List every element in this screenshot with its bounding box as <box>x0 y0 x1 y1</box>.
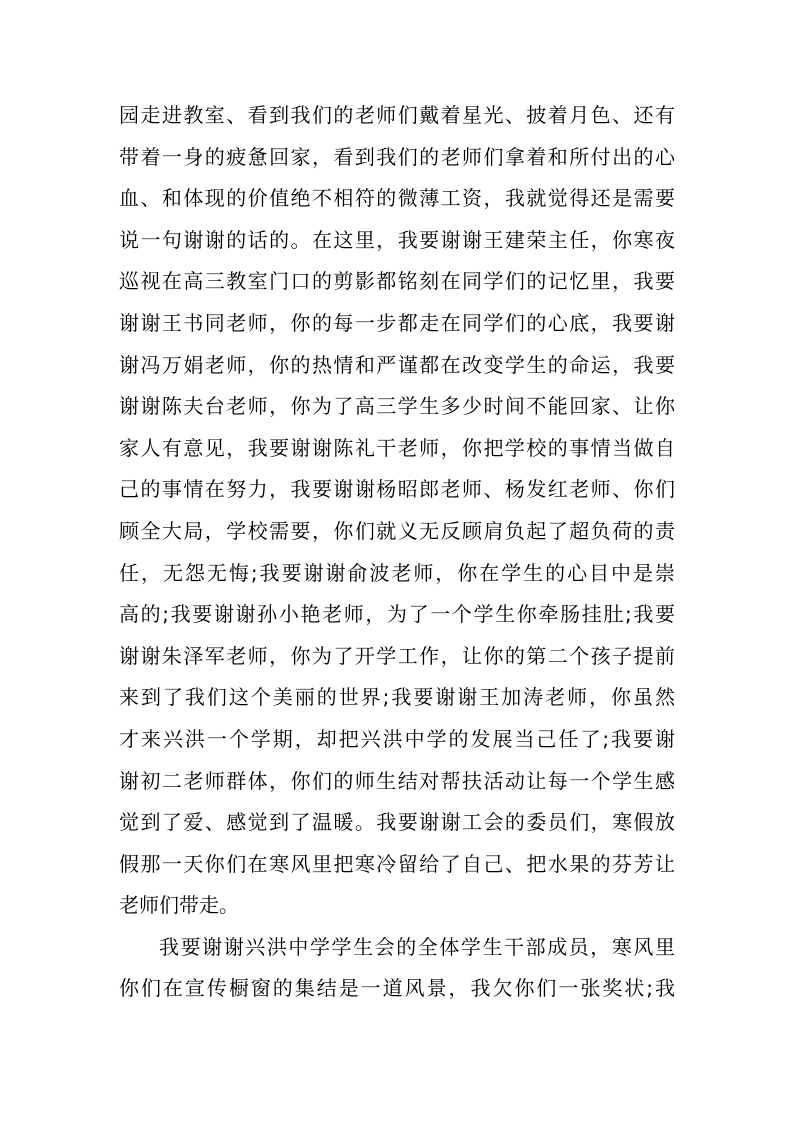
text-line: 家人有意见，我要谢谢陈礼干老师，你把学校的事情当做自 <box>119 435 675 460</box>
text-line: 说一句谢谢的话的。在这里，我要谢谢王建荣主任，你寒夜 <box>119 227 675 252</box>
text-line: 谢谢朱泽军老师，你为了开学工作，让你的第二个孩子提前 <box>119 643 675 668</box>
text-line: 谢谢王书同老师，你的每一步都走在同学们的心底，我要谢 <box>119 310 675 335</box>
body-text <box>119 95 675 1010</box>
text-line: 你们在宣传橱窗的集结是一道风景，我欠你们一张奖状;我 <box>119 976 675 1001</box>
text-line: 谢初二老师群体，你们的师生结对帮扶活动让每一个学生感 <box>119 768 675 793</box>
text-line: 己的事情在努力，我要谢谢杨昭郎老师、杨发红老师、你们 <box>119 477 675 502</box>
text-line: 园走进教室、看到我们的老师们戴着星光、披着月色、还有 <box>119 103 675 127</box>
text-line: 高的;我要谢谢孙小艳老师，为了一个学生你牵肠挂肚;我要 <box>119 602 675 627</box>
text-line: 巡视在高三教室门口的剪影都铭刻在同学们的记忆里，我要 <box>119 269 675 294</box>
text-line: 血、和体现的价值绝不相符的微薄工资，我就觉得还是需要 <box>119 186 675 211</box>
text-line: 我要谢谢兴洪中学学生会的全体学生干部成员，寒风里 <box>159 934 675 959</box>
text-line: 带着一身的疲惫回家，看到我们的老师们拿着和所付出的心 <box>119 144 675 169</box>
text-line: 任，无怨无悔;我要谢谢俞波老师，你在学生的心目中是崇 <box>119 560 675 585</box>
text-line: 假那一天你们在寒风里把寒冷留给了自己、把水果的芬芳让 <box>119 851 675 876</box>
text-line: 觉到了爱、感觉到了温暖。我要谢谢工会的委员们，寒假放 <box>119 810 675 835</box>
text-line: 来到了我们这个美丽的世界;我要谢谢王加涛老师，你虽然 <box>119 685 675 710</box>
text-line: 顾全大局，学校需要，你们就义无反顾肩负起了超负荷的责 <box>119 518 675 543</box>
text-line: 谢冯万娟老师，你的热情和严谨都在改变学生的命运，我要 <box>119 352 675 377</box>
text-line: 才来兴洪一个学期，却把兴洪中学的发展当己任了;我要谢 <box>119 726 675 751</box>
text-line: 老师们带走。 <box>119 893 239 918</box>
text-line: 谢谢陈夫台老师，你为了高三学生多少时间不能回家、让你 <box>119 394 675 419</box>
